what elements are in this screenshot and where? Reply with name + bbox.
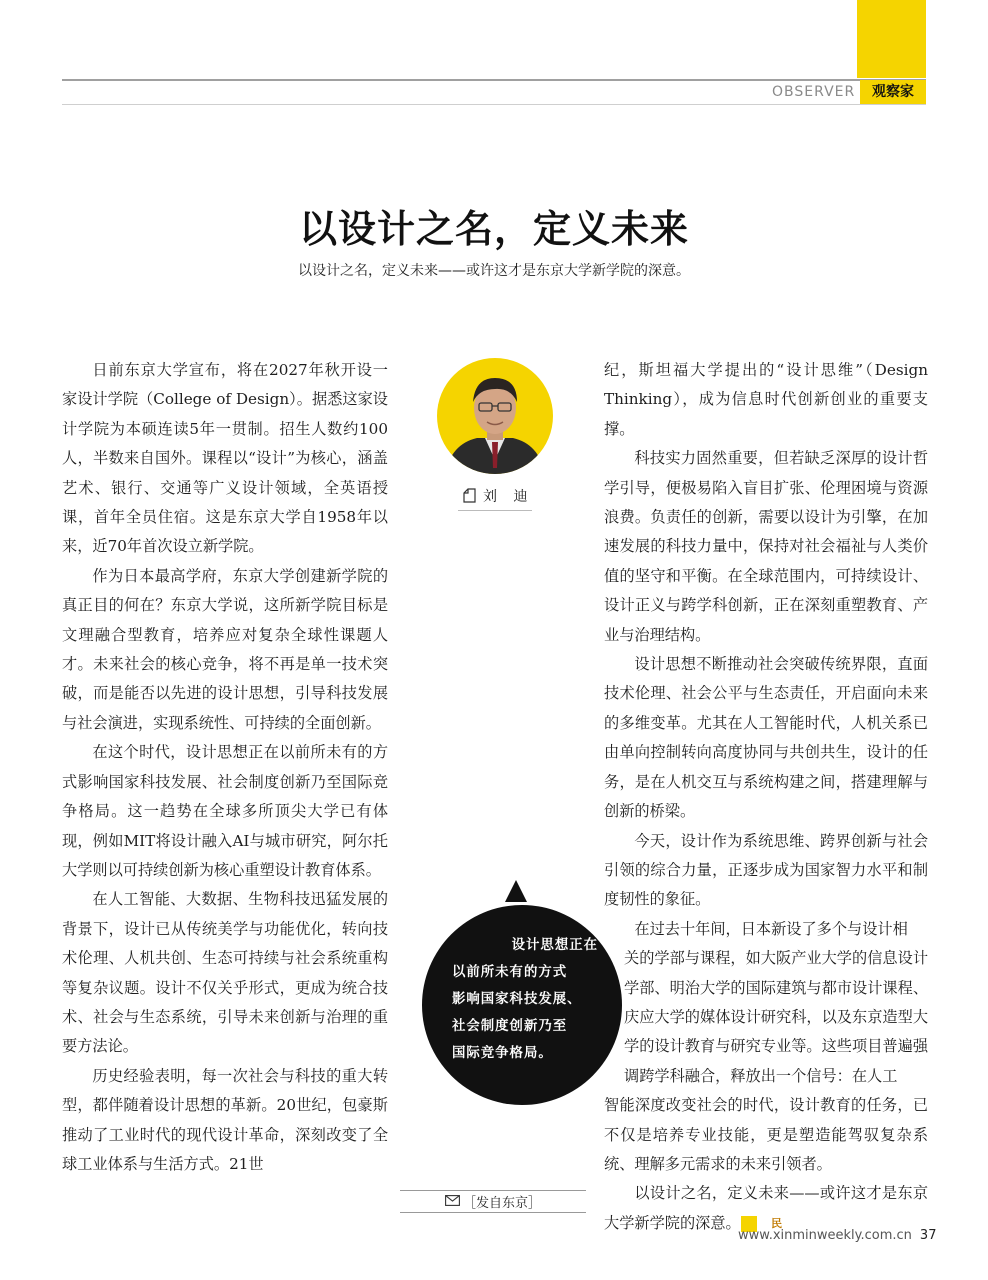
- paragraph: 设计思想不断推动社会突破传统界限，直面技术伦理、社会公平与生态责任，开启面向未来的多维变革。尤其在人工智能时代，人机关系已由单向控制转向高度协同与共创共生，设计的任务，是在人机交互与系统构建之间，搭建理解与创新的桥梁。: [604, 655, 928, 821]
- right-column: [604, 356, 928, 1238]
- author-portrait-image: [437, 358, 553, 474]
- yellow-tab: [857, 0, 926, 78]
- pull-quote: [452, 932, 598, 1067]
- pen-icon: [463, 488, 476, 503]
- dateline: ［发自东京］: [463, 1196, 542, 1211]
- paragraph: 历史经验表明，每一次社会与科技的重大转型，都伴随着设计思想的革新。20世纪，包豪斯推动了工业时代的现代设计革命，深刻改变了全球工业体系与生活方式。21世: [62, 1066, 388, 1173]
- paragraph: 今天，设计作为系统思维、跨界创新与社会引领的综合力量，正逐步成为国家智力水平和制度韧性的象征。: [604, 831, 928, 909]
- paragraph: 日前东京大学宣布，将在2027年秋开设一家设计学院（College of Design）。据悉这家设计学院为本硕连读5年一贯制。招生人数约100人，半数来自国外。课程以“设计”为核心，涵盖艺术、银行、交通等广义设计领域，全英语授课，首年全员住宿。这是东京大学自1958年以来，近70年首次设立新学院。: [62, 361, 388, 556]
- left-column: [62, 356, 388, 1179]
- author-portrait: [437, 358, 553, 474]
- source-rule-top: [400, 1190, 586, 1191]
- quote-pointer: [505, 880, 527, 902]
- website-url: www.xinminweekly.com.cn: [738, 1228, 912, 1243]
- header-rule-lower: [62, 104, 926, 105]
- paragraph: 智能深度改变社会的时代，设计教育的任务，已不仅是培养专业技能，更是塑造能驾驭复杂系统、理解多元需求的未来引领者。: [604, 1096, 928, 1173]
- pull-quote-line: 设计思想正在: [511, 938, 598, 953]
- page-footer: [738, 1228, 936, 1243]
- section-label-en: OBSERVER: [772, 84, 856, 100]
- author-name: 刘 迪: [483, 489, 534, 505]
- section-label-cn: 观察家: [860, 80, 926, 104]
- pull-quote-line: 以前所未有的方式: [452, 965, 568, 980]
- paragraph: 纪，斯坦福大学提出的“设计思维”（Design Thinking），成为信息时代创新创业的重要支撑。: [604, 361, 928, 438]
- pull-quote-line: 国际竞争格局。: [452, 1046, 553, 1061]
- page-number: 37: [919, 1228, 937, 1243]
- paragraph: 科技实力固然重要，但若缺乏深厚的设计哲学引导，便极易陷入盲目扩张、伦理困境与资源浪费。负责任的创新，需要以设计为引擎，在加速发展的科技力量中，保持对社会福祉与人类价值的坚守和平衡。在全球范围内，可持续设计、设计正义与跨学科创新，正在深刻重塑教育、产业与治理结构。: [604, 449, 928, 644]
- source-rule-bottom: [400, 1212, 586, 1213]
- pull-quote-line: 影响国家科技发展、: [452, 992, 582, 1007]
- closing-text: 以设计之名，定义未来——或许这才是东京大学新学院的深意。: [604, 1184, 928, 1232]
- article-title: 以设计之名，定义未来: [298, 207, 689, 251]
- paragraph: 在这个时代，设计思想正在以前所未有的方式影响国家科技发展、社会制度创新乃至国际竞争格局。这一趋势在全球多所顶尖大学已有体现，例如MIT将设计融入AI与城市研究，阿尔托大学则以可持续创新为核心重塑设计教育体系。: [62, 743, 388, 879]
- paragraph: 作为日本最高学府，东京大学创建新学院的真正目的何在？东京大学说，这所新学院目标是文理融合型教育，培养应对复杂全球性课题人才。未来社会的核心竞争，将不再是单一技术突破，而是能否以先进的设计思想，引导科技发展与社会演进，实现系统性、可持续的全面创新。: [62, 566, 388, 732]
- pull-quote-line: 社会制度创新乃至: [452, 1019, 568, 1034]
- article-subtitle: 以设计之名，定义未来——或许这才是东京大学新学院的深意。: [298, 263, 690, 279]
- author-underline: [458, 510, 532, 511]
- header-rule: [62, 79, 926, 81]
- paragraph: 关的学部与课程，如大阪产业大学的信息设计学部、明治大学的国际建筑与都市设计课程、庆应大学的媒体设计研究科，以及东京造型大学的设计教育与研究专业等。这些项目普遍强调跨学科融合，释放出一个信号：在人工: [624, 949, 928, 1085]
- envelope-icon: [445, 1195, 460, 1206]
- end-mark-icon: 民: [741, 1216, 757, 1232]
- paragraph: 在人工智能、大数据、生物科技迅猛发展的背景下，设计已从传统美学与功能优化，转向技术伦理、人机共创、生态可持续与社会系统重构等复杂议题。设计不仅关乎形式，更成为统合技术、社会与生态系统，引导未来创新与治理的重要方法论。: [62, 890, 388, 1056]
- paragraph: 在过去十年间，日本新设了多个与设计相: [634, 919, 908, 938]
